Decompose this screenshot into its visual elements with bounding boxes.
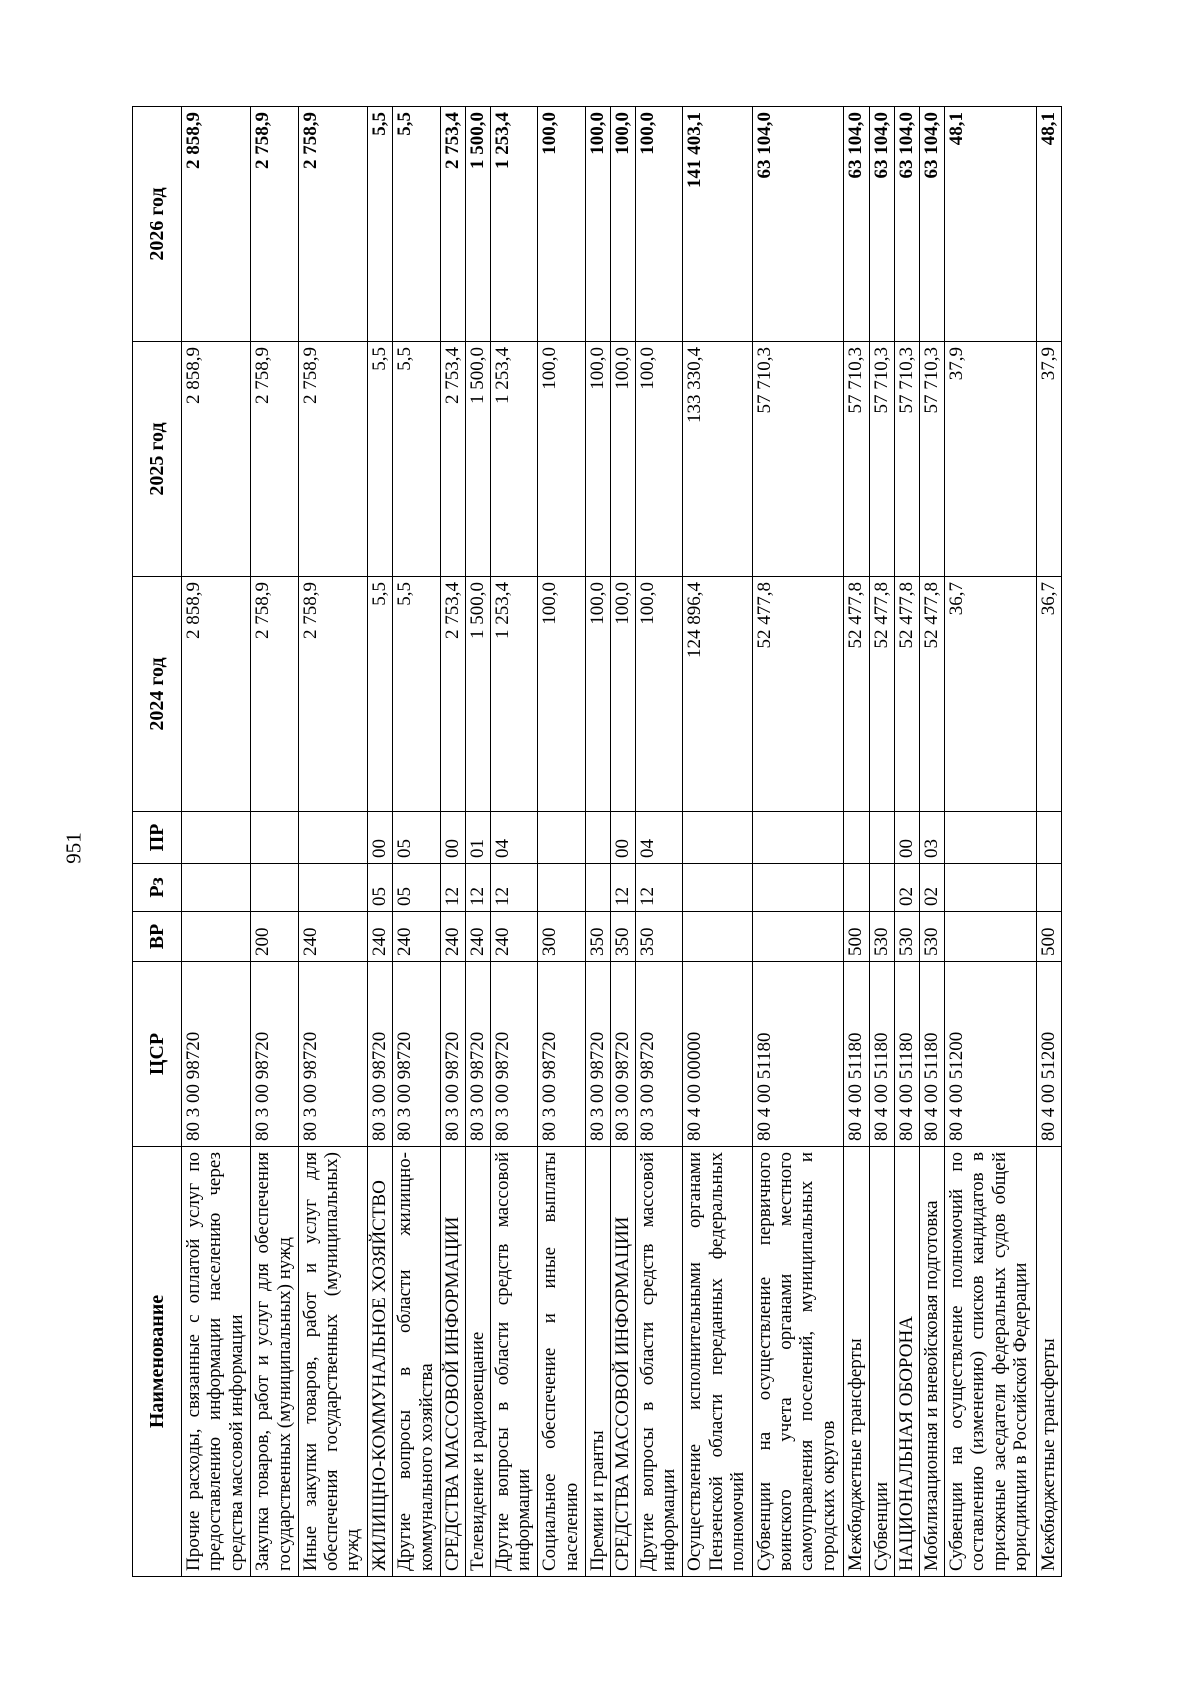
header-2024: 2024 год bbox=[133, 577, 182, 812]
header-vr: ВР bbox=[133, 912, 182, 962]
cell-csr: 80 3 00 98720 bbox=[298, 962, 367, 1147]
cell-y2026: 2 753,4 bbox=[440, 107, 465, 342]
cell-pr bbox=[182, 812, 251, 864]
header-rz: Рз bbox=[133, 864, 182, 912]
cell-y2025: 133 330,4 bbox=[683, 342, 752, 577]
table-row bbox=[538, 107, 585, 1577]
cell-y2024: 1 500,0 bbox=[465, 577, 490, 812]
cell-name: Другие вопросы в области средств массовой информации bbox=[636, 1147, 683, 1577]
cell-y2025: 5,5 bbox=[393, 342, 440, 577]
cell-vr bbox=[752, 912, 844, 962]
table-row bbox=[393, 107, 440, 1577]
table-row bbox=[869, 107, 894, 1577]
table-row bbox=[465, 107, 490, 1577]
cell-name: Межбюджетные трансферты bbox=[1036, 1147, 1061, 1577]
cell-rz: 12 bbox=[440, 864, 465, 912]
cell-y2026: 2 858,9 bbox=[182, 107, 251, 342]
cell-y2026: 100,0 bbox=[636, 107, 683, 342]
cell-y2025: 57 710,3 bbox=[752, 342, 844, 577]
cell-name: Межбюджетные трансферты bbox=[844, 1147, 869, 1577]
table-row bbox=[1036, 107, 1061, 1577]
cell-y2025: 37,9 bbox=[945, 342, 1037, 577]
cell-vr: 350 bbox=[610, 912, 635, 962]
cell-name: СРЕДСТВА МАССОВОЙ ИНФОРМАЦИИ bbox=[440, 1147, 465, 1577]
cell-pr: 04 bbox=[491, 812, 538, 864]
cell-pr bbox=[1036, 812, 1061, 864]
cell-y2026: 2 758,9 bbox=[251, 107, 298, 342]
cell-vr bbox=[945, 912, 1037, 962]
table-row bbox=[251, 107, 298, 1577]
cell-csr: 80 4 00 51180 bbox=[894, 962, 919, 1147]
cell-csr: 80 3 00 98720 bbox=[538, 962, 585, 1147]
cell-pr bbox=[251, 812, 298, 864]
cell-y2024: 100,0 bbox=[636, 577, 683, 812]
cell-name: Осуществление исполнительными органами Пензенской области переданных федеральных полномочий bbox=[683, 1147, 752, 1577]
cell-vr: 240 bbox=[368, 912, 393, 962]
cell-y2026: 63 104,0 bbox=[869, 107, 894, 342]
cell-name: Прочие расходы, связанные с оплатой услуг по предоставлению информации населению через средства массовой информации bbox=[182, 1147, 251, 1577]
cell-vr bbox=[182, 912, 251, 962]
cell-y2026: 1 500,0 bbox=[465, 107, 490, 342]
cell-y2026: 5,5 bbox=[393, 107, 440, 342]
cell-y2025: 57 710,3 bbox=[844, 342, 869, 577]
cell-csr: 80 3 00 98720 bbox=[251, 962, 298, 1147]
cell-y2024: 5,5 bbox=[393, 577, 440, 812]
cell-y2026: 2 758,9 bbox=[298, 107, 367, 342]
cell-y2026: 48,1 bbox=[945, 107, 1037, 342]
cell-pr bbox=[298, 812, 367, 864]
cell-pr: 05 bbox=[393, 812, 440, 864]
cell-vr: 240 bbox=[440, 912, 465, 962]
cell-vr: 240 bbox=[298, 912, 367, 962]
cell-rz bbox=[585, 864, 610, 912]
cell-y2025: 100,0 bbox=[538, 342, 585, 577]
cell-name: Другие вопросы в области жилищно-коммунального хозяйства bbox=[393, 1147, 440, 1577]
cell-vr: 350 bbox=[636, 912, 683, 962]
cell-vr: 240 bbox=[491, 912, 538, 962]
cell-name: Закупка товаров, работ и услуг для обеспечения государственных (муниципальных) нужд bbox=[251, 1147, 298, 1577]
cell-y2024: 124 896,4 bbox=[683, 577, 752, 812]
cell-y2025: 100,0 bbox=[610, 342, 635, 577]
cell-y2026: 48,1 bbox=[1036, 107, 1061, 342]
cell-csr: 80 4 00 51180 bbox=[844, 962, 869, 1147]
cell-y2025: 1 253,4 bbox=[491, 342, 538, 577]
cell-pr: 01 bbox=[465, 812, 490, 864]
cell-rz bbox=[869, 864, 894, 912]
cell-rz bbox=[945, 864, 1037, 912]
cell-pr bbox=[869, 812, 894, 864]
cell-y2025: 100,0 bbox=[636, 342, 683, 577]
cell-pr: 00 bbox=[368, 812, 393, 864]
header-2026: 2026 год bbox=[133, 107, 182, 342]
cell-pr: 00 bbox=[440, 812, 465, 864]
cell-pr bbox=[585, 812, 610, 864]
cell-y2024: 1 253,4 bbox=[491, 577, 538, 812]
cell-vr: 500 bbox=[844, 912, 869, 962]
cell-name: Другие вопросы в области средств массовой информации bbox=[491, 1147, 538, 1577]
cell-rz bbox=[538, 864, 585, 912]
table-row bbox=[636, 107, 683, 1577]
cell-pr bbox=[752, 812, 844, 864]
cell-rz: 05 bbox=[393, 864, 440, 912]
cell-rz bbox=[844, 864, 869, 912]
cell-rz: 02 bbox=[894, 864, 919, 912]
cell-name: ЖИЛИЩНО-КОММУНАЛЬНОЕ ХОЗЯЙСТВО bbox=[368, 1147, 393, 1577]
cell-pr bbox=[538, 812, 585, 864]
budget-table bbox=[132, 106, 1062, 1577]
table-row bbox=[894, 107, 919, 1577]
cell-y2025: 57 710,3 bbox=[894, 342, 919, 577]
cell-csr: 80 3 00 98720 bbox=[636, 962, 683, 1147]
cell-y2025: 2 758,9 bbox=[298, 342, 367, 577]
cell-y2024: 52 477,8 bbox=[869, 577, 894, 812]
cell-y2025: 5,5 bbox=[368, 342, 393, 577]
cell-name: Премии и гранты bbox=[585, 1147, 610, 1577]
cell-pr bbox=[683, 812, 752, 864]
header-name: Наименование bbox=[133, 1147, 182, 1577]
cell-csr: 80 4 00 00000 bbox=[683, 962, 752, 1147]
cell-rz bbox=[251, 864, 298, 912]
header-csr: ЦСР bbox=[133, 962, 182, 1147]
table-row bbox=[440, 107, 465, 1577]
table-header-row bbox=[133, 107, 182, 1577]
cell-vr: 530 bbox=[919, 912, 944, 962]
cell-vr: 300 bbox=[538, 912, 585, 962]
cell-name: Субвенции на осуществление первичного воинского учета органами местного самоуправления поселений, муниципальных и городских округов bbox=[752, 1147, 844, 1577]
cell-rz bbox=[182, 864, 251, 912]
rotated-table-wrapper bbox=[132, 107, 1062, 1577]
cell-rz bbox=[298, 864, 367, 912]
cell-csr: 80 3 00 98720 bbox=[610, 962, 635, 1147]
cell-y2026: 141 403,1 bbox=[683, 107, 752, 342]
cell-name: НАЦИОНАЛЬНАЯ ОБОРОНА bbox=[894, 1147, 919, 1577]
cell-vr: 240 bbox=[465, 912, 490, 962]
cell-csr: 80 4 00 51180 bbox=[869, 962, 894, 1147]
cell-y2026: 100,0 bbox=[585, 107, 610, 342]
cell-name: Субвенции на осуществление полномочий по составлению (изменению) списков кандидатов в присяжные заседатели федеральных судов общей юрисдикции в Российской Федерации bbox=[945, 1147, 1037, 1577]
cell-csr: 80 3 00 98720 bbox=[368, 962, 393, 1147]
cell-rz bbox=[752, 864, 844, 912]
cell-y2024: 36,7 bbox=[945, 577, 1037, 812]
cell-y2024: 2 758,9 bbox=[298, 577, 367, 812]
table-row bbox=[491, 107, 538, 1577]
cell-pr: 00 bbox=[894, 812, 919, 864]
cell-rz: 12 bbox=[636, 864, 683, 912]
cell-csr: 80 3 00 98720 bbox=[465, 962, 490, 1147]
table-row bbox=[368, 107, 393, 1577]
cell-pr bbox=[945, 812, 1037, 864]
cell-y2026: 100,0 bbox=[538, 107, 585, 342]
cell-rz: 05 bbox=[368, 864, 393, 912]
header-pr: ПР bbox=[133, 812, 182, 864]
cell-y2024: 100,0 bbox=[585, 577, 610, 812]
cell-y2024: 52 477,8 bbox=[844, 577, 869, 812]
table-row bbox=[683, 107, 752, 1577]
cell-y2024: 52 477,8 bbox=[752, 577, 844, 812]
cell-y2024: 5,5 bbox=[368, 577, 393, 812]
cell-y2025: 2 758,9 bbox=[251, 342, 298, 577]
cell-csr: 80 3 00 98720 bbox=[393, 962, 440, 1147]
cell-vr: 530 bbox=[869, 912, 894, 962]
cell-csr: 80 4 00 51180 bbox=[752, 962, 844, 1147]
cell-name: Субвенции bbox=[869, 1147, 894, 1577]
table-row bbox=[945, 107, 1037, 1577]
cell-y2024: 100,0 bbox=[610, 577, 635, 812]
cell-vr: 350 bbox=[585, 912, 610, 962]
cell-y2025: 37,9 bbox=[1036, 342, 1061, 577]
cell-name: Социальное обеспечение и иные выплаты населению bbox=[538, 1147, 585, 1577]
page-number: 951 bbox=[61, 832, 86, 864]
cell-y2025: 57 710,3 bbox=[869, 342, 894, 577]
cell-y2026: 63 104,0 bbox=[894, 107, 919, 342]
cell-y2024: 52 477,8 bbox=[894, 577, 919, 812]
header-2025: 2025 год bbox=[133, 342, 182, 577]
cell-pr: 04 bbox=[636, 812, 683, 864]
cell-name: Телевидение и радиовещание bbox=[465, 1147, 490, 1577]
cell-csr: 80 4 00 51200 bbox=[1036, 962, 1061, 1147]
cell-vr: 500 bbox=[1036, 912, 1061, 962]
cell-name: СРЕДСТВА МАССОВОЙ ИНФОРМАЦИИ bbox=[610, 1147, 635, 1577]
cell-csr: 80 4 00 51200 bbox=[945, 962, 1037, 1147]
cell-y2026: 5,5 bbox=[368, 107, 393, 342]
cell-rz: 12 bbox=[610, 864, 635, 912]
cell-y2026: 63 104,0 bbox=[844, 107, 869, 342]
cell-pr bbox=[844, 812, 869, 864]
cell-name: Иные закупки товаров, работ и услуг для обеспечения государственных (муниципальных) нужд bbox=[298, 1147, 367, 1577]
cell-y2025: 1 500,0 bbox=[465, 342, 490, 577]
table-row bbox=[844, 107, 869, 1577]
cell-y2025: 100,0 bbox=[585, 342, 610, 577]
cell-y2024: 2 753,4 bbox=[440, 577, 465, 812]
cell-rz: 02 bbox=[919, 864, 944, 912]
cell-csr: 80 4 00 51180 bbox=[919, 962, 944, 1147]
cell-pr: 00 bbox=[610, 812, 635, 864]
cell-y2024: 52 477,8 bbox=[919, 577, 944, 812]
cell-y2026: 63 104,0 bbox=[919, 107, 944, 342]
cell-y2024: 2 758,9 bbox=[251, 577, 298, 812]
cell-csr: 80 3 00 98720 bbox=[182, 962, 251, 1147]
cell-y2024: 100,0 bbox=[538, 577, 585, 812]
table-row bbox=[298, 107, 367, 1577]
table-row bbox=[610, 107, 635, 1577]
cell-y2024: 2 858,9 bbox=[182, 577, 251, 812]
cell-vr: 530 bbox=[894, 912, 919, 962]
cell-vr: 200 bbox=[251, 912, 298, 962]
cell-rz: 12 bbox=[491, 864, 538, 912]
cell-y2025: 2 858,9 bbox=[182, 342, 251, 577]
table-row bbox=[919, 107, 944, 1577]
cell-vr bbox=[683, 912, 752, 962]
table-row bbox=[752, 107, 844, 1577]
cell-rz: 12 bbox=[465, 864, 490, 912]
cell-y2025: 57 710,3 bbox=[919, 342, 944, 577]
cell-y2025: 2 753,4 bbox=[440, 342, 465, 577]
table-row bbox=[585, 107, 610, 1577]
cell-y2024: 36,7 bbox=[1036, 577, 1061, 812]
cell-pr: 03 bbox=[919, 812, 944, 864]
cell-csr: 80 3 00 98720 bbox=[440, 962, 465, 1147]
table-body bbox=[182, 107, 1062, 1577]
table-row bbox=[182, 107, 251, 1577]
cell-rz bbox=[683, 864, 752, 912]
cell-csr: 80 3 00 98720 bbox=[491, 962, 538, 1147]
cell-y2026: 63 104,0 bbox=[752, 107, 844, 342]
cell-rz bbox=[1036, 864, 1061, 912]
cell-vr: 240 bbox=[393, 912, 440, 962]
cell-y2026: 1 253,4 bbox=[491, 107, 538, 342]
cell-csr: 80 3 00 98720 bbox=[585, 962, 610, 1147]
cell-y2026: 100,0 bbox=[610, 107, 635, 342]
cell-name: Мобилизационная и вневойсковая подготовка bbox=[919, 1147, 944, 1577]
